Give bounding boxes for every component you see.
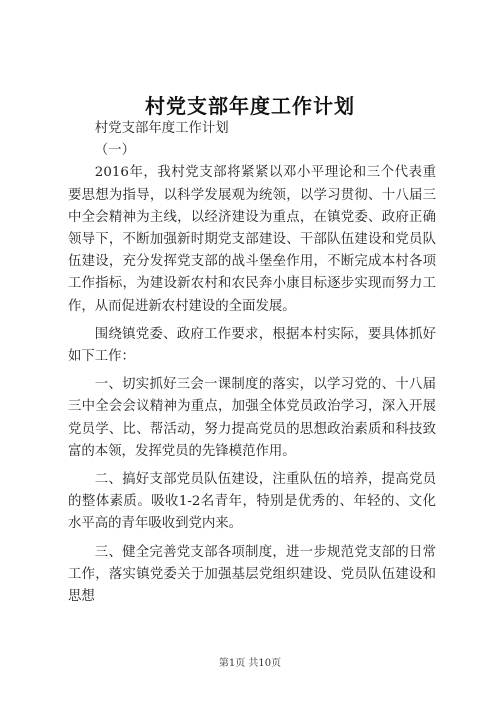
document-title: 村党支部年度工作计划 [145,94,355,118]
paragraph-item-3: 三、健全完善党支部各项制度，进一步规范党支部的日常工作，落实镇党委关于加强基层党组织建设、党员队伍建设和思想 [68,544,436,605]
page-footer: 第1页 共10页 [218,658,282,669]
paragraph-subtitle: 村党支部年度工作计划 [94,121,229,136]
paragraph-requirements: 围绕镇党委、政府工作要求，根据本村实际，要具体抓好如下工作： [68,326,436,365]
document-body [68,118,436,608]
paragraph-item-2: 二、搞好支部党员队伍建设，注重队伍的培养，提高党员的整体素质。吸收1-2名青年，特别是优秀的、年轻的、文化水平高的青年吸收到党内来。 [68,472,436,532]
paragraph-intro: 2016年，我村党支部将紧紧以邓小平理论和三个代表重要思想为指导，以科学发展观为统领，以学习贯彻、十八届三中全会精神为主线，以经济建设为重点，在镇党委、政府正确领导下，不断加强新时期党支部建设、干部队伍建设和党员队伍建设，充分发挥党支部的战斗堡垒作用，不断完成本村各项工作指标，为建设新农村和农民奔小康目标逐步实现而努力工作，从而促进新农村建设的全面发展。 [68,165,436,314]
paragraph-section-marker: （一） [94,143,135,159]
paragraph-item-1: 一、切实抓好三会一课制度的落实，以学习党的、十八届三中全会会议精神为重点，加强全体党员政治学习，深入开展党员学、比、帮活动，努力提高党员的思想政治素质和科技致富的本领，发挥党员的先锋模范作用。 [68,377,436,459]
